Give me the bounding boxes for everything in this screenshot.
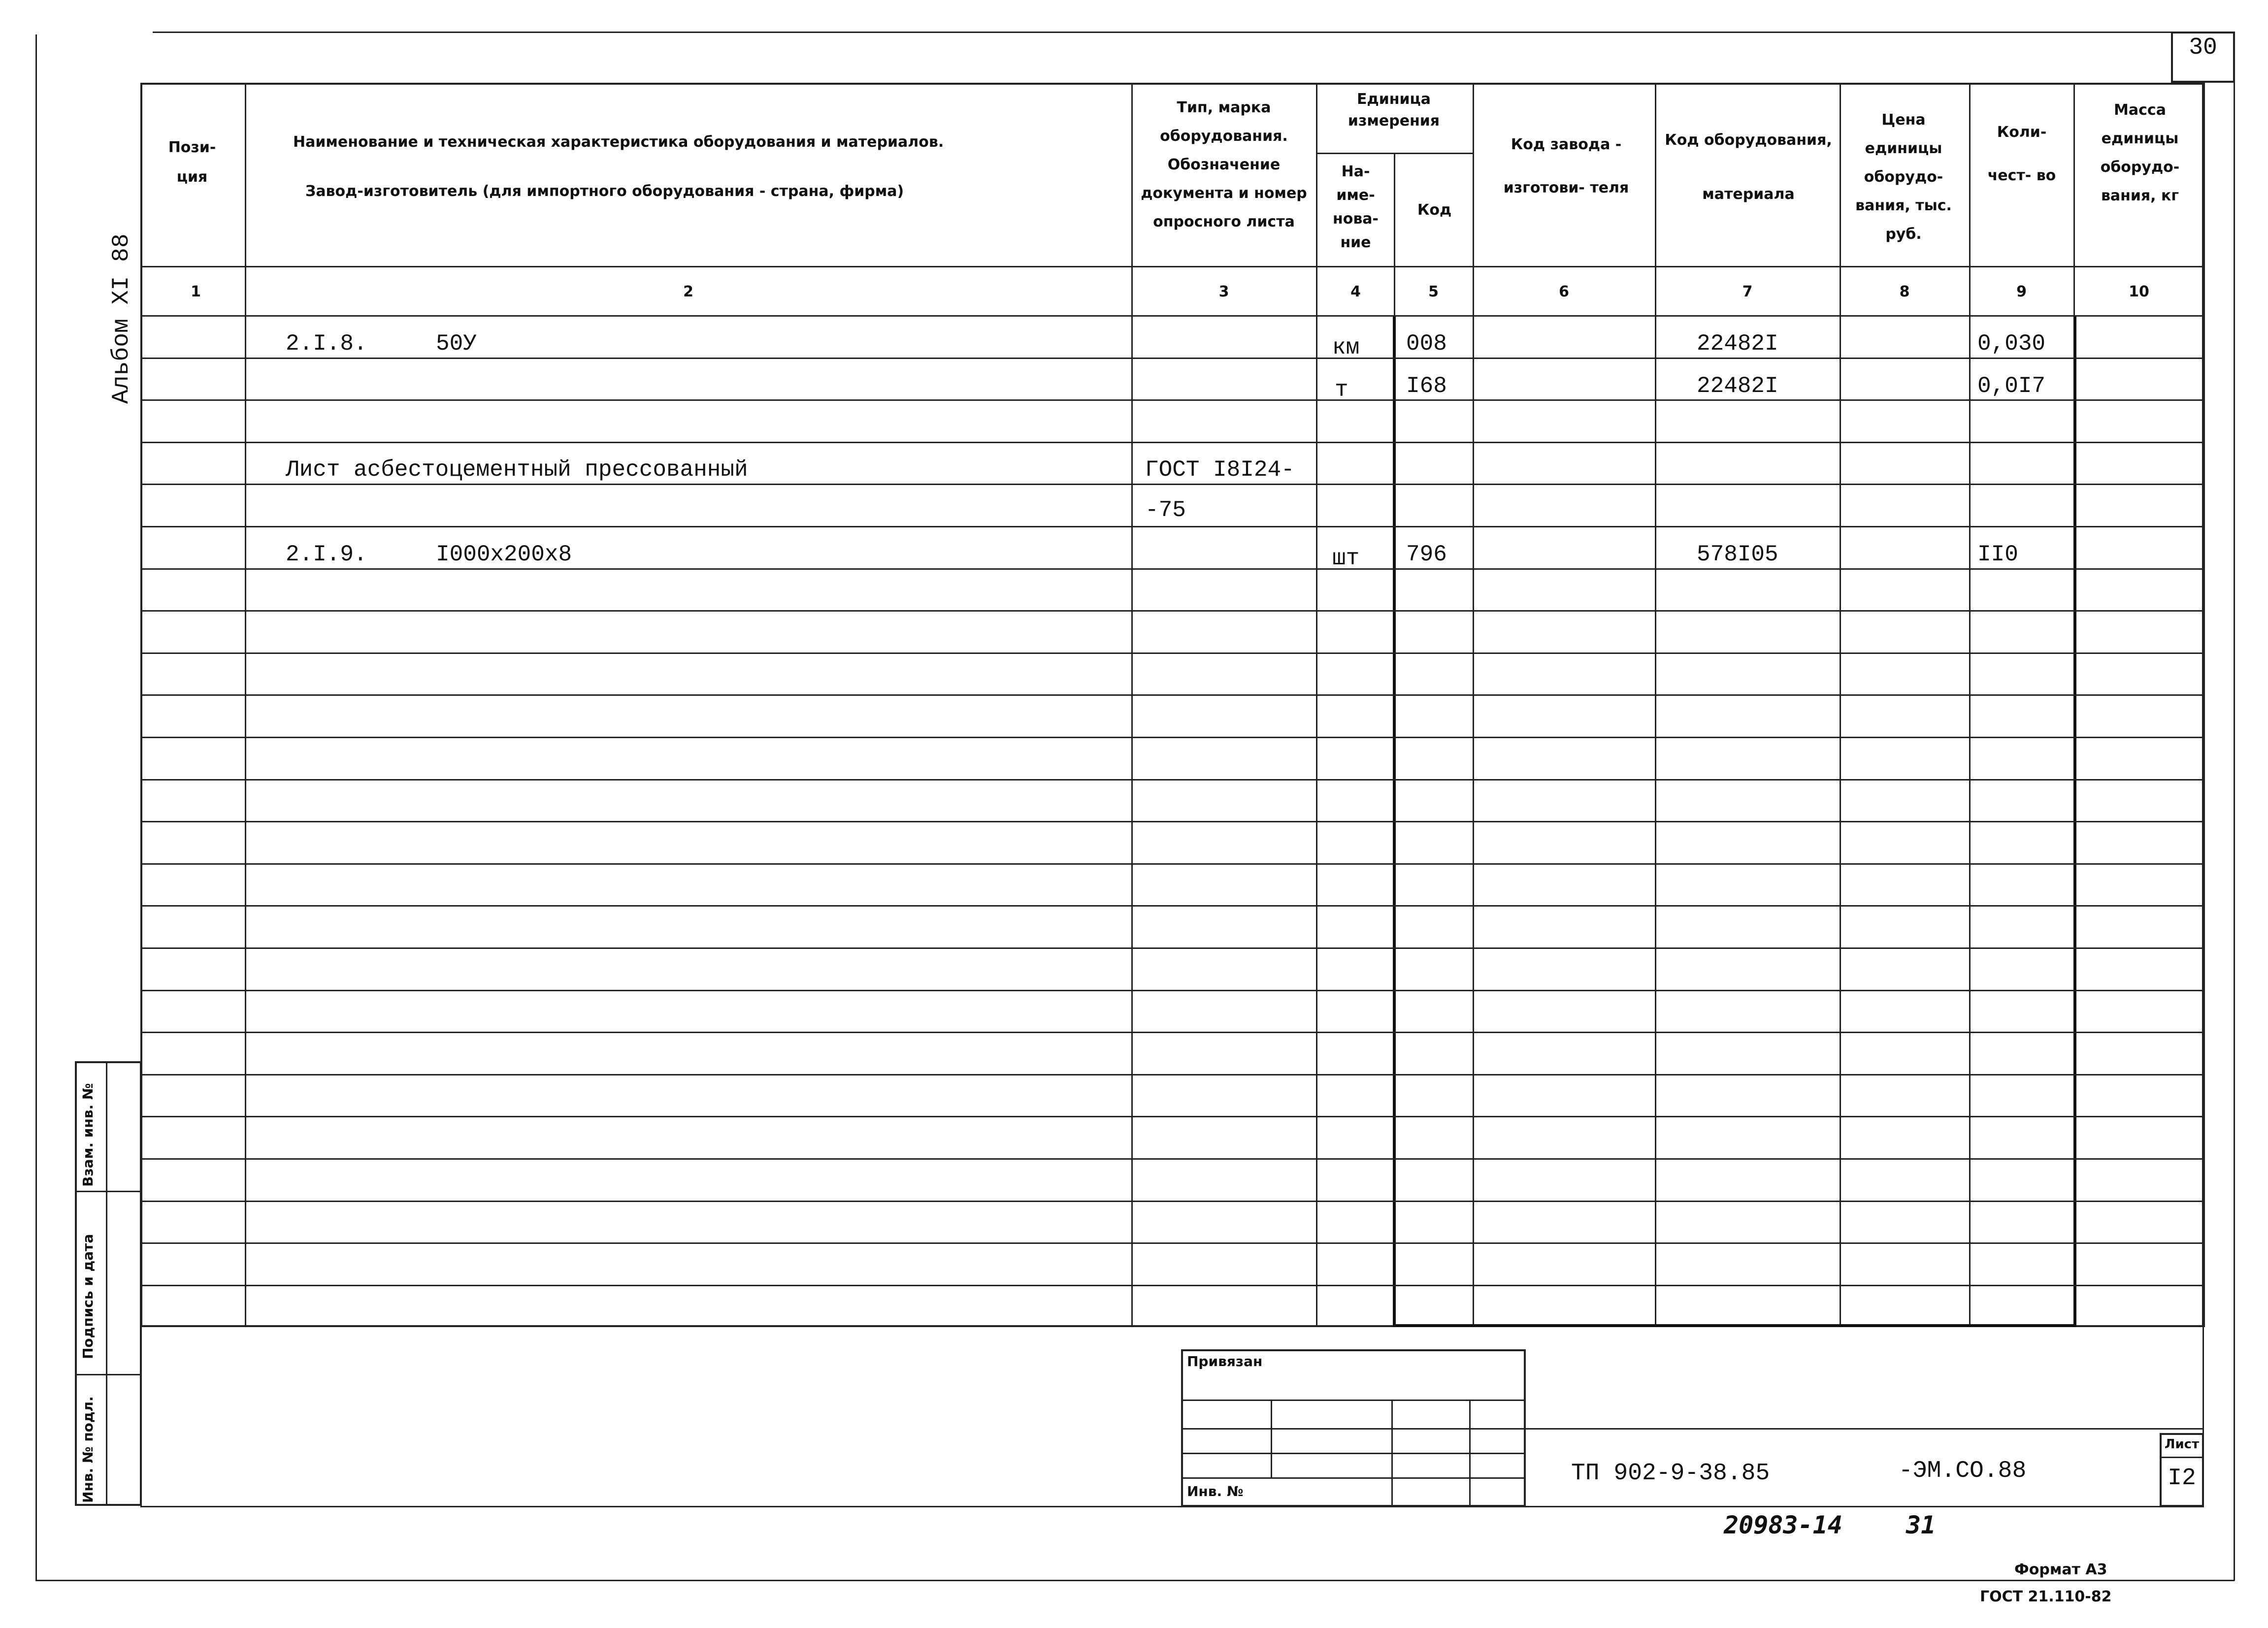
priv-line-1	[1181, 1400, 1526, 1401]
col9-header: Коли- чест- во	[1987, 124, 2056, 184]
inv-no-label: Инв. №	[1187, 1483, 1244, 1499]
table-row-line	[140, 484, 2204, 485]
col-sep-2	[1131, 83, 1133, 1327]
right-border	[2234, 32, 2235, 1581]
side-vzam-label: Взам. инв. №	[80, 1083, 96, 1187]
col4-group-header: Единица измерения	[1348, 91, 1440, 130]
left-border	[35, 34, 37, 1581]
row6-position: 2.I.9.	[286, 542, 367, 567]
priv-line-2	[1181, 1428, 1526, 1430]
table-row-line	[140, 442, 2204, 443]
right-table-edge	[2203, 83, 2205, 1327]
side-stamp-line-2	[75, 1374, 142, 1375]
privyazan-label: Привязан	[1187, 1353, 1263, 1369]
side-stamp-line-1	[75, 1191, 142, 1192]
top-border	[153, 32, 2234, 33]
list-label: Лист	[2164, 1437, 2200, 1452]
col-sep-3	[1316, 83, 1317, 1327]
unit-group-sep	[1316, 153, 1473, 154]
col-sep-1	[245, 83, 246, 1327]
colnum-7: 7	[1742, 283, 1753, 300]
bottom-border	[35, 1580, 2235, 1581]
row6-code: 796	[1406, 542, 1447, 567]
row4-name: Лист асбестоцементный прессованный	[286, 457, 748, 483]
table-row-line	[140, 526, 2204, 527]
table-row-line	[140, 905, 2204, 907]
title-block-bottom	[140, 1506, 2204, 1507]
col5-header: Код	[1417, 201, 1452, 219]
corner-number: 30	[2189, 34, 2217, 61]
row6-qty: II0	[1977, 542, 2018, 567]
table-row-line	[140, 779, 2204, 781]
table-row-line	[140, 652, 2204, 654]
table-row-line	[140, 990, 2204, 991]
priv-line-4	[1181, 1477, 1526, 1479]
col7-header: Код оборудования, материала	[1665, 131, 1832, 203]
side-stamp-sep	[106, 1061, 107, 1506]
side-inv-label: Инв. № подл.	[80, 1396, 96, 1503]
table-row-line	[140, 947, 2204, 949]
header-bottom	[140, 266, 2204, 267]
title-block-left	[140, 1325, 142, 1507]
row5-doc: -75	[1145, 497, 1186, 523]
row6-name: I000x200x8	[436, 542, 572, 567]
priv-line-3	[1181, 1453, 1526, 1454]
table-row-line	[140, 1285, 2204, 1286]
gost-label: ГОСТ 21.110-82	[1980, 1588, 2112, 1605]
row2-qty: 0,0I7	[1977, 373, 2046, 399]
row2-unit: т	[1335, 377, 1348, 403]
row2-material: 22482I	[1697, 373, 1778, 399]
col10-header: Масса единицы оборудо- вания, кг	[2100, 101, 2180, 204]
colnum-9: 9	[2016, 283, 2027, 300]
format-label: Формат А3	[2014, 1561, 2107, 1578]
album-label: Альбом XI 88	[108, 233, 135, 404]
colnum-10: 10	[2129, 283, 2149, 300]
priv-col-1	[1271, 1400, 1272, 1478]
col4-header: На- име- нова- ние	[1332, 163, 1379, 251]
row1-name: 50У	[436, 331, 477, 357]
handwritten-page: 31	[1906, 1511, 1936, 1539]
table-row-line	[140, 568, 2204, 570]
row4-doc: ГОСТ I8I24-	[1145, 457, 1295, 483]
list-number: I2	[2168, 1465, 2196, 1492]
col6-header: Код завода - изготови- теля	[1503, 136, 1629, 196]
table-row-line	[140, 1201, 2204, 1202]
col3-header: Тип, марка оборудования. Обозначение документа и номер опросного листа	[1141, 99, 1307, 230]
row1-code: 008	[1406, 331, 1447, 357]
row6-material: 578I05	[1697, 542, 1778, 567]
row1-qty: 0,030	[1977, 331, 2046, 357]
side-podpis-label: Подпись и дата	[80, 1234, 96, 1359]
col2-header-line1: Наименование и техническая характеристика оборудования и материалов.	[293, 133, 944, 151]
list-box-sep	[2160, 1457, 2204, 1458]
row1-position: 2.I.8.	[286, 331, 367, 357]
table-row-line	[140, 1158, 2204, 1160]
colnum-2: 2	[683, 283, 693, 300]
table-row-line	[140, 694, 2204, 696]
priv-col-3	[1469, 1400, 1471, 1507]
row1-unit: км	[1332, 335, 1360, 360]
colnum-5: 5	[1428, 283, 1439, 300]
row2-code: I68	[1406, 373, 1447, 399]
colnum-1: 1	[191, 283, 201, 300]
table-row-line	[140, 1032, 2204, 1033]
table-row-line	[140, 1242, 2204, 1244]
colnum-6: 6	[1559, 283, 1569, 300]
colnum-4: 4	[1350, 283, 1361, 300]
row1-material: 22482I	[1697, 331, 1778, 357]
doc-code-line	[1526, 1428, 2204, 1430]
doc-suffix: -ЭМ.СО.88	[1899, 1458, 2027, 1484]
col1-header: Пози- ция	[168, 139, 216, 186]
colnum-3: 3	[1218, 283, 1229, 300]
colnum-8: 8	[1899, 283, 1910, 300]
table-row-line	[140, 358, 2204, 359]
table-row-line	[140, 1116, 2204, 1117]
table-row-line	[140, 610, 2204, 612]
table-row-line	[140, 737, 2204, 738]
table-row-line	[140, 1074, 2204, 1075]
table-row-line	[140, 821, 2204, 822]
priv-col-2	[1391, 1400, 1393, 1507]
col8-header: Цена единицы оборудо- вания, тыс. руб.	[1855, 111, 1952, 243]
handwritten-number: 20983-14	[1724, 1511, 1842, 1539]
col2-header-line2: Завод-изготовитель (для импортного оборудования - страна, фирма)	[305, 183, 904, 200]
colnum-bottom	[140, 315, 2204, 317]
row6-unit: шт	[1332, 546, 1360, 571]
table-row-line	[140, 863, 2204, 865]
doc-code: ТП 902-9-38.85	[1571, 1460, 1770, 1487]
table-row-line	[140, 399, 2204, 401]
